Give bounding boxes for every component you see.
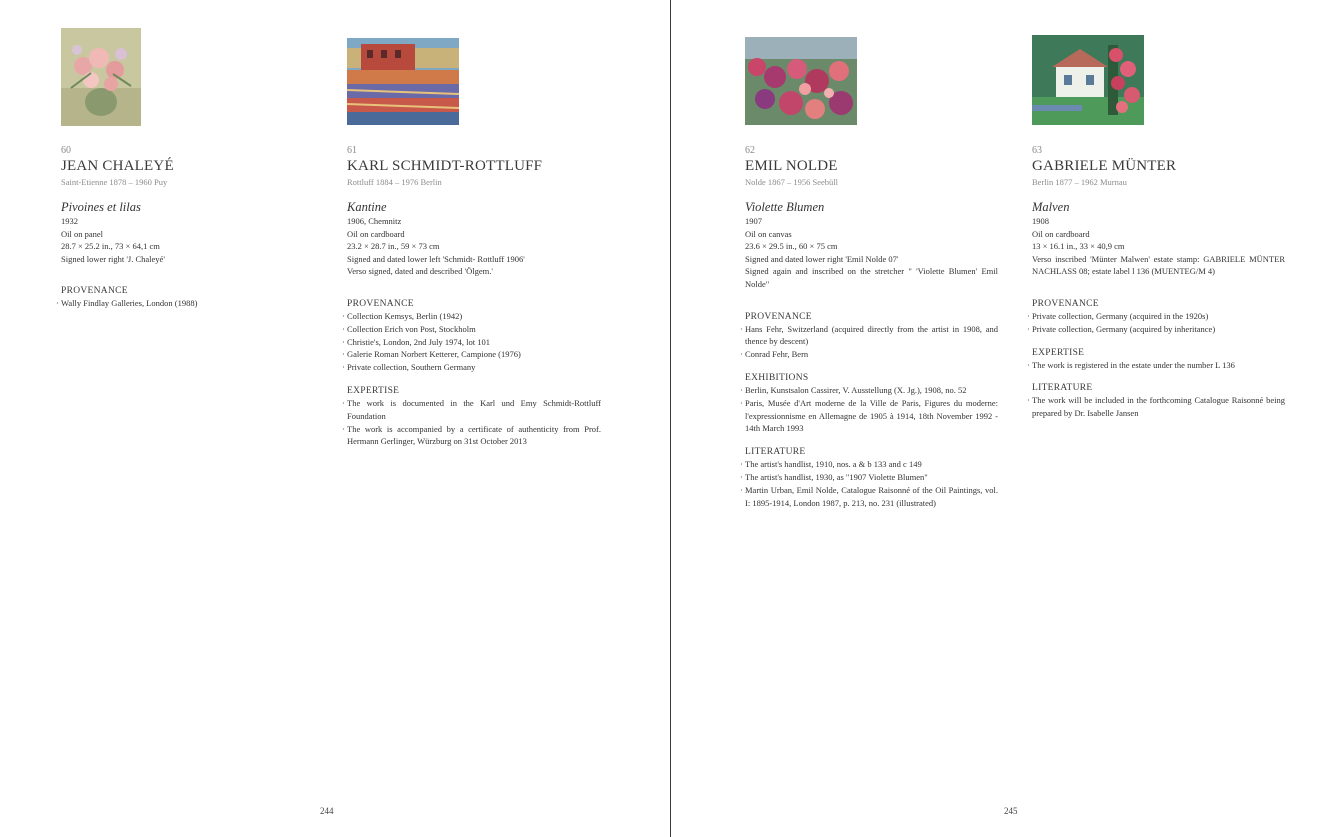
provenance-heading: PROVENANCE xyxy=(347,298,414,309)
lot-number: 61 xyxy=(347,145,357,156)
artwork-date: 1906, Chemnitz xyxy=(347,216,402,226)
exhibition-item: · Paris, Musée d'Art moderne de la Ville de Paris, Figures du moderne: l'expressionnisme en Allemagne de 1905 à 1914, 18th November 1992 - 14th March 1993 xyxy=(740,397,998,434)
provenance-item: · Private collection, Southern Germany xyxy=(342,362,476,373)
artwork-date: 1932 xyxy=(61,216,78,226)
artwork-inscription: Signed again and inscribed on the stretcher " 'Violette Blumen' Emil Nolde" xyxy=(745,266,998,289)
artwork-dimensions: 23.2 × 28.7 in., 59 × 73 cm xyxy=(347,241,440,252)
expertise-item: · The work is accompanied by a certificate of authenticity from Prof. Hermann Gerlinger, Würzburg on 31st October 2013 xyxy=(342,423,601,447)
provenance-heading: PROVENANCE xyxy=(1032,298,1099,309)
artwork-verso: Verso signed, dated and described 'Ölgem.' xyxy=(347,266,493,277)
lot-63-entry xyxy=(1027,145,1285,420)
literature-item: · The work will be included in the forthcoming Catalogue Raisonné being prepared by Dr. Isabelle Jansen xyxy=(1027,395,1285,419)
artwork-medium: Oil on cardboard xyxy=(347,228,405,239)
provenance-item: · Galerie Roman Norbert Ketterer, Campione (1976) xyxy=(342,349,521,360)
provenance-heading: PROVENANCE xyxy=(61,286,128,297)
provenance-item: · Private collection, Germany (acquired in the 1920s) xyxy=(1027,310,1209,321)
artist-lifedates: Rottluff 1884 – 1976 Berlin xyxy=(347,177,442,187)
lot-number: 63 xyxy=(1032,145,1042,156)
artwork-date: 1908 xyxy=(1032,216,1049,226)
artwork-signature: Signed and dated lower left 'Schmidt- Rottluff 1906' xyxy=(347,253,525,264)
literature-item: · Martin Urban, Emil Nolde, Catalogue Raisonné of the Oil Paintings, vol. I: 1895-1914, London 1987, p. 213, no. 231 (illustrated) xyxy=(740,484,998,508)
painting-image-malven xyxy=(1032,35,1144,125)
provenance-item: · Private collection, Germany (acquired by inheritance) xyxy=(1027,323,1216,334)
artwork-title: Malven xyxy=(1032,200,1070,214)
lot-61-entry xyxy=(342,145,601,448)
expertise-heading: EXPERTISE xyxy=(347,385,400,396)
expertise-item: · The work is documented in the Karl und Emy Schmidt-Rottluff Foundation xyxy=(342,397,601,421)
provenance-heading: PROVENANCE xyxy=(745,311,812,322)
provenance-item: · Collection Erich von Post, Stockholm xyxy=(342,323,476,334)
artwork-title: Violette Blumen xyxy=(745,200,825,214)
artwork-signature: Signed lower right 'J. Chaleyé' xyxy=(61,253,165,264)
book-spine-divider xyxy=(670,0,671,837)
provenance-item: · Collection Kemsys, Berlin (1942) xyxy=(342,310,463,321)
literature-item: · The artist's handlist, 1930, as "1907 Violette Blumen" xyxy=(740,471,928,482)
artist-name: JEAN CHALEYÉ xyxy=(61,158,174,174)
lot-60-entry xyxy=(56,145,321,310)
page-number-right: 245 xyxy=(1004,806,1018,816)
page-number-left: 244 xyxy=(320,806,334,816)
expertise-heading: EXPERTISE xyxy=(1032,347,1085,358)
artwork-verso: Verso inscribed 'Münter Malwen' estate stamp: GABRIELE MÜNTER NACHLASS 08; estate label l 136 (MUENTEG/M 4) xyxy=(1032,253,1285,277)
provenance-item: · Wally Findlay Galleries, London (1988) xyxy=(56,298,198,309)
exhibitions-heading: EXHIBITIONS xyxy=(745,372,809,383)
painting-image-pivoines-et-lilas xyxy=(61,28,141,126)
artist-lifedates: Saint-Etienne 1878 – 1960 Puy xyxy=(61,177,168,187)
provenance-item: · Christie's, London, 2nd July 1974, lot 101 xyxy=(342,336,490,347)
artist-name: GABRIELE MÜNTER xyxy=(1032,158,1177,174)
artwork-signature: Signed and dated lower right 'Emil Nolde 07' xyxy=(745,253,899,264)
literature-item: · The artist's handlist, 1910, nos. a & b 133 and c 149 xyxy=(740,459,922,470)
provenance-item: · Conrad Fehr, Bern xyxy=(740,349,809,360)
artist-name: KARL SCHMIDT-ROTTLUFF xyxy=(347,158,543,174)
exhibition-item: · Berlin, Kunstsalon Cassirer, V. Ausstellung (X. Jg.), 1908, no. 52 xyxy=(740,384,967,395)
artist-name: EMIL NOLDE xyxy=(745,158,838,174)
lot-62-entry xyxy=(740,145,998,509)
artwork-dimensions: 23.6 × 29.5 in., 60 × 75 cm xyxy=(745,241,838,252)
literature-heading: LITERATURE xyxy=(1032,383,1093,394)
lot-number: 60 xyxy=(61,145,71,156)
artwork-medium: Oil on panel xyxy=(61,228,104,239)
lot-number: 62 xyxy=(745,145,755,156)
artist-lifedates: Nolde 1867 – 1956 Seebüll xyxy=(745,177,839,187)
literature-heading: LITERATURE xyxy=(745,447,806,458)
artwork-dimensions: 28.7 × 25.2 in., 73 × 64,1 cm xyxy=(61,241,160,252)
artist-lifedates: Berlin 1877 – 1962 Murnau xyxy=(1032,177,1127,187)
provenance-item: · Hans Fehr, Switzerland (acquired directly from the artist in 1908, and thence by descent) xyxy=(740,323,998,347)
artwork-medium: Oil on canvas xyxy=(745,228,792,239)
artwork-title: Pivoines et lilas xyxy=(61,200,141,214)
painting-image-kantine xyxy=(347,38,459,125)
artwork-medium: Oil on cardboard xyxy=(1032,228,1090,239)
artwork-title: Kantine xyxy=(347,200,387,214)
artwork-date: 1907 xyxy=(745,216,762,226)
expertise-item: · The work is registered in the estate under the number L 136 xyxy=(1027,359,1235,370)
artwork-dimensions: 13 × 16.1 in., 33 × 40,9 cm xyxy=(1032,241,1125,252)
painting-image-violette-blumen xyxy=(745,37,857,125)
